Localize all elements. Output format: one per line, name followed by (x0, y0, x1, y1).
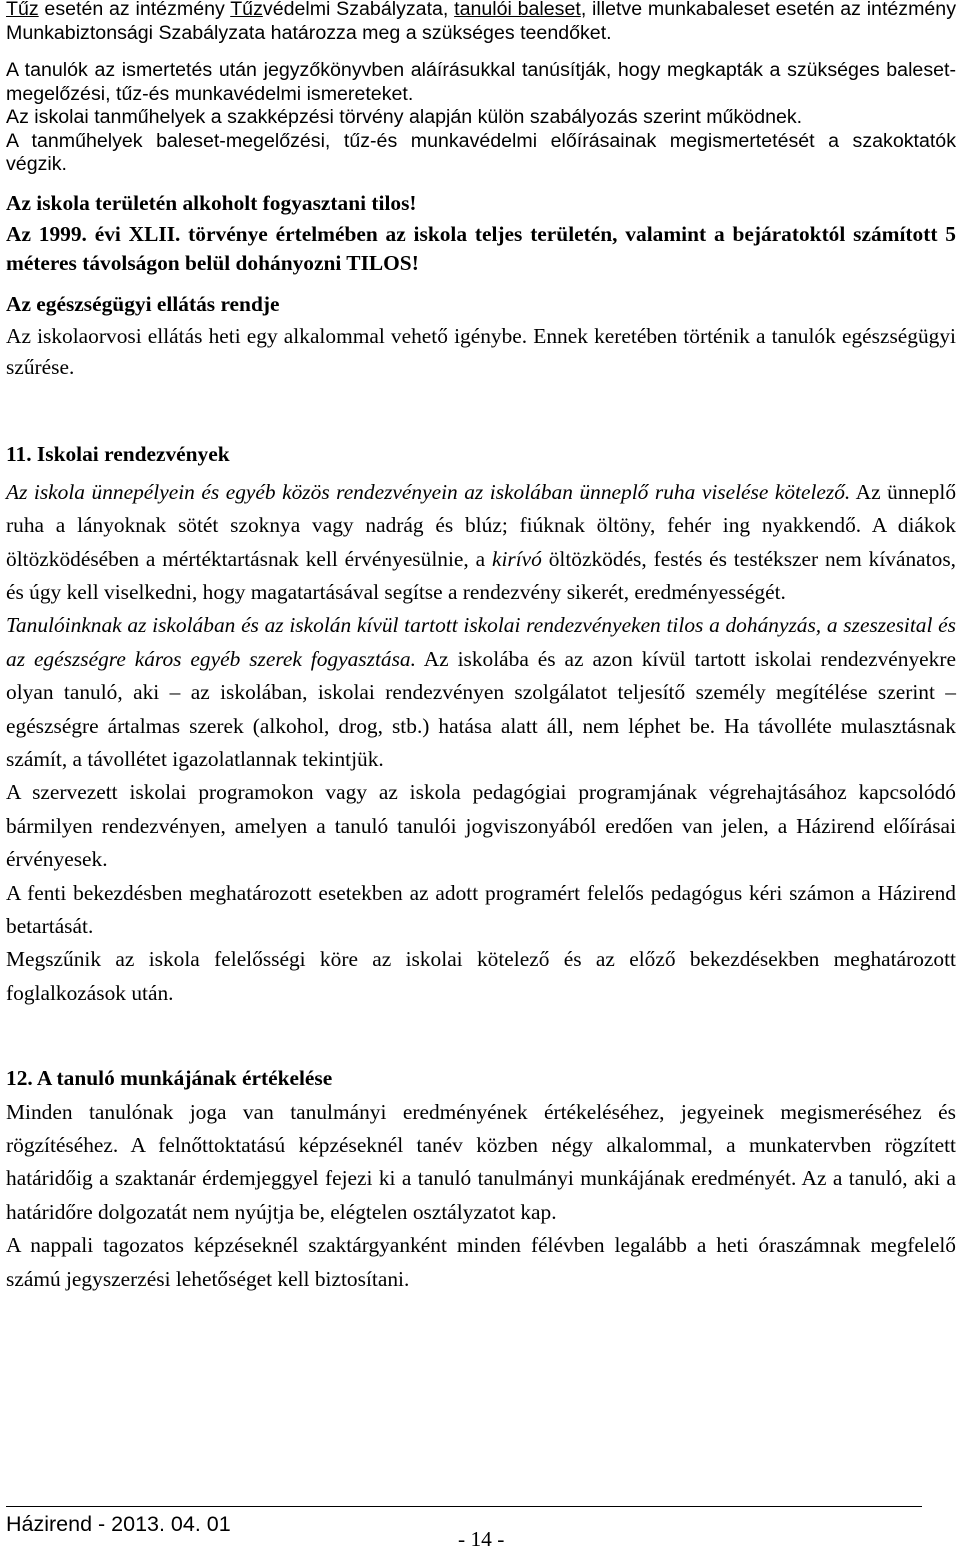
responsible-teacher-paragraph: A fenti bekezdésben meghatározott esetekben az adott programért felelős pedagógus kéri számon a Házirend betartását. (6, 880, 956, 938)
smoking-rule: Az 1999. évi XLII. törvénye értelmében az iskola teljes területén, valamint a bejáratoktól számított 5 méteres távolságon belül dohányozni TILOS! (6, 221, 956, 275)
text-run: , illetve munkabaleset esetén az intézmény Munkabiztonsági Szabályzata határozza meg a szükséges teendőket. (6, 0, 956, 44)
dress-code-paragraph (6, 476, 956, 610)
health-text: Az iskolaorvosi ellátás heti egy alkalommal vehető igénybe. Ennek keretében történik a tanulók egészségügyi szűrése. (6, 324, 956, 380)
text-run: Az ünneplő ruha a lányoknak sötét szoknya vagy nadrág és blúz; fiúknak öltöny, fehér ing nyakkendő. A diákok öltözködésében a mértéktartásnak kell érvényesülnie, a (6, 479, 957, 571)
document-page (6, 0, 956, 1296)
health-section (6, 288, 956, 383)
underlined-text: tanulói baleset (454, 0, 581, 20)
health-heading: Az egészségügyi ellátás rendje (6, 291, 280, 316)
section-12-heading (6, 1062, 956, 1095)
daytime-grades-paragraph: A nappali tagozatos képzéseknél szaktárgyanként minden félévben legalább a heti óraszámnak megfelelő számú jegyszerzési lehetőséget kell biztosítani. (6, 1233, 956, 1291)
page-number: - 14 - (458, 1527, 505, 1551)
italic-text: Az iskola ünnepélyein és egyéb közös rendezvényein az iskolában ünneplő ruha viselése kötelező. (6, 479, 851, 504)
programs-paragraph: A szervezett iskolai programokon vagy az iskola pedagógiai programjának végrehajtásához kapcsolódó bármilyen rendezvényen, amelyen a tanuló tanulói jogviszonyából eredően van jelen, a Házirend előírásai érvényesek. (6, 780, 956, 872)
text-run: Az iskolába és az azon kívül tartott iskolai rendezvényekre olyan tanuló, aki – az iskolában, iskolai rendezvényen szolgálatot teljesítő személy megítélése szerint – egészségre ártalmas szerek (alkohol, drog, stb.) hatása alatt áll, nem léphet be. Ha távolléte mulasztásnak számít, a távollétet igazolatlannak tekintjük. (6, 646, 956, 771)
alcohol-rule: Az iskola területén alkoholt fogyasztani tilos! (6, 190, 417, 215)
italic-text: Tanulóinknak az iskolában és az iskolán kívül tartott iskolai rendezvényeken tilos a dohányzás, a szeszesital és az egészségre káros egyéb szerek fogyasztása. (6, 613, 956, 671)
responsibility-end-paragraph: Megszűnik az iskola felelősségi köre az iskolai kötelező és az előző bekezdésekben meghatározott foglalkozások után. (6, 947, 956, 1005)
fire-safety-section (6, 0, 956, 177)
workshop-paragraph: Az iskolai tanműhelyek a szakképzési törvény alapján külön szabályozás szerint működnek. (6, 106, 803, 128)
text-run: öltözködés, festés és testékszer nem kívánatos, és úgy kell viselkedni, hogy magatartásával segítse a rendezvény sikerét, eredményességét. (6, 546, 956, 604)
substance-paragraph (6, 609, 956, 776)
acknowledgement-paragraph: A tanulók az ismertetés után jegyzőkönyvben aláírásukkal tanúsítják, hogy megkapták a szükséges baleset-megelőzési, tűz-és munkavédelmi ismereteket. (6, 59, 956, 105)
fire-safety-paragraph (6, 0, 956, 45)
footer-document-title: Házirend - 2013. 04. 01 (6, 1512, 231, 1536)
evaluation-paragraph: Minden tanulónak joga van tanulmányi eredményének értékeléséhez, jegyeinek megismeréséhez és rögzítéséhez. A felnőttoktatású képzéseknél tanév közben négy alkalommal, a munkatervben rögzített határidőig a szaktanár érdemjeggyel fejezi ki a tanuló tanulmányi munkájának eredményét. Az a tanuló, aki a határidőre dolgozatát nem nyújtja be, elégtelen osztályzatot kap. (6, 1099, 956, 1224)
workshop-safety-paragraph: A tanműhelyek baleset-megelőzési, tűz-és munkavédelmi előírásainak megismertetését a szakoktatók végzik. (6, 129, 956, 175)
underlined-text: Tűz (6, 0, 39, 20)
section-11-heading (6, 438, 956, 471)
heading-text: Iskolai rendezvények (36, 442, 230, 467)
underlined-text: Tűz (230, 0, 263, 20)
text-run: esetén az intézmény (38, 0, 231, 20)
heading-number: 11. (6, 442, 32, 467)
heading-text: A tanuló munkájának értékelése (36, 1066, 333, 1091)
section-12 (6, 1062, 956, 1296)
footer-divider (6, 1506, 922, 1507)
italic-text: kirívó (491, 546, 542, 571)
prohibitions-section (6, 187, 956, 278)
heading-number: 12. (6, 1066, 33, 1091)
section-11 (6, 438, 956, 1010)
text-run: védelmi Szabályzata, (262, 0, 455, 20)
